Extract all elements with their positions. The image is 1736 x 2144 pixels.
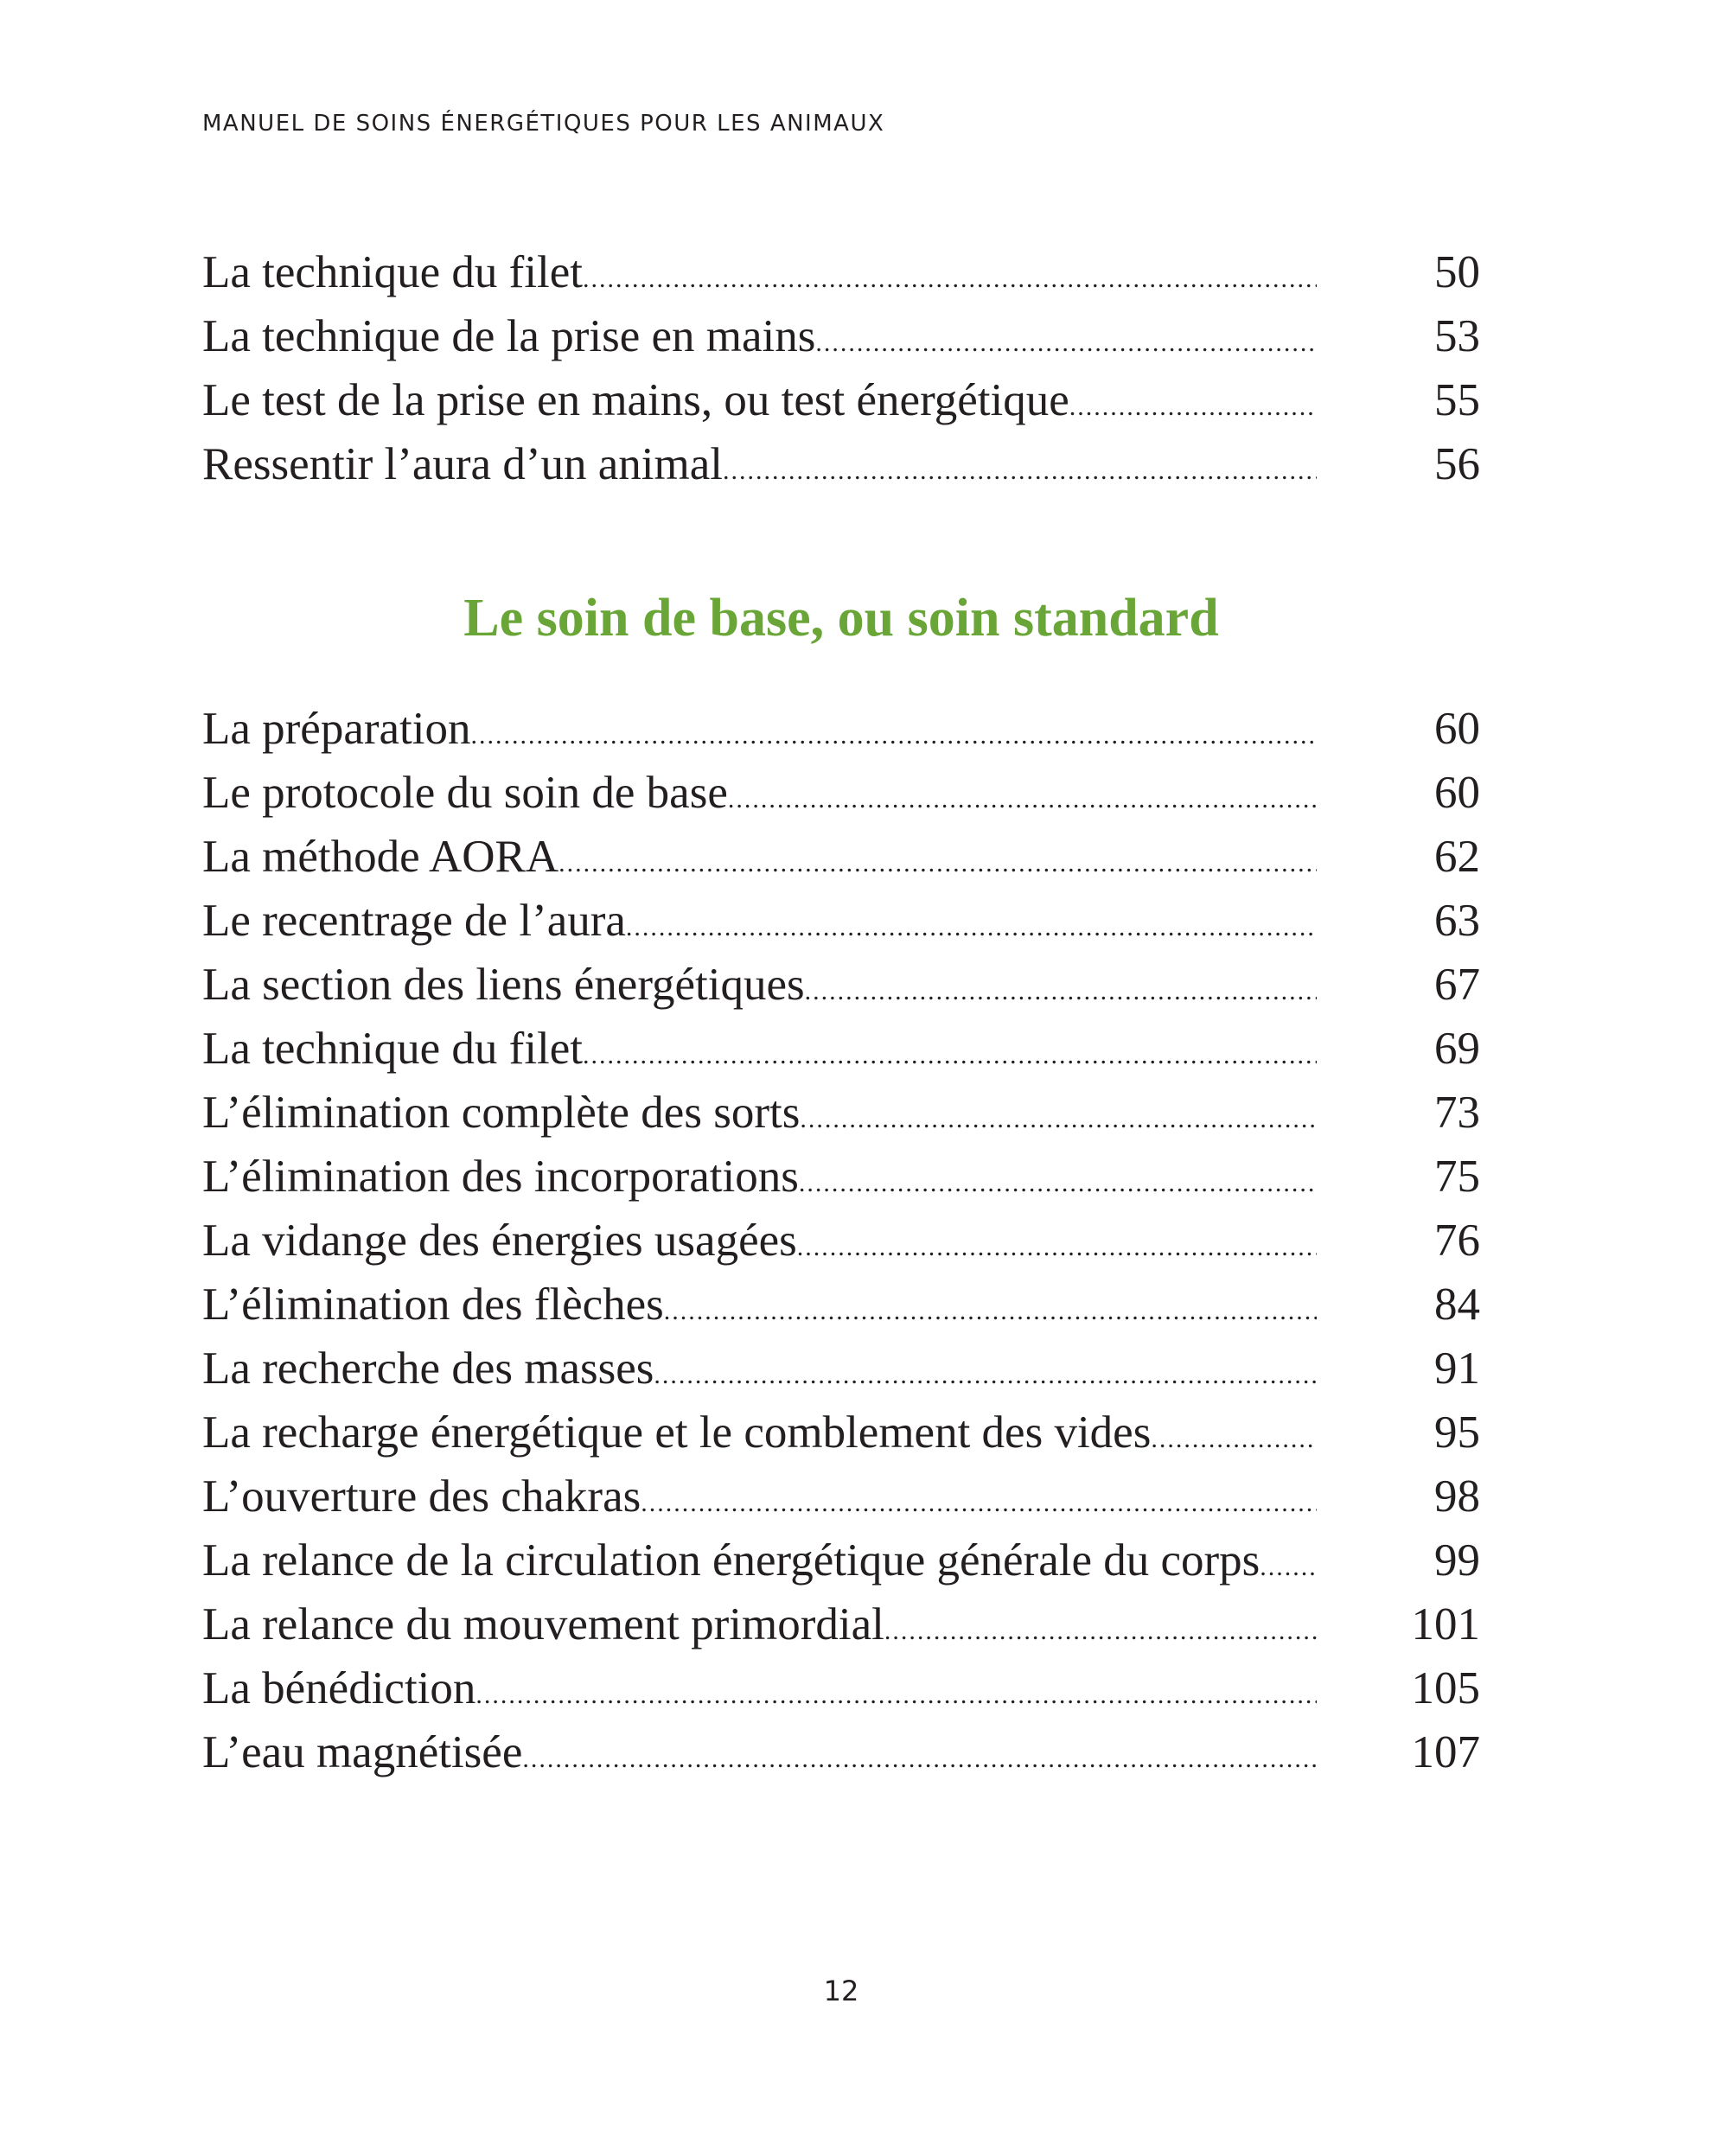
dot-leader	[583, 1024, 1317, 1088]
dot-leader	[583, 247, 1317, 311]
dot-leader	[884, 1599, 1317, 1663]
dot-leader	[626, 896, 1317, 960]
dot-leader	[664, 1279, 1317, 1343]
toc-entry-leader	[202, 1337, 1317, 1407]
toc-entry-page: 53	[1434, 311, 1480, 361]
toc-entry-page: 75	[1434, 1152, 1480, 1202]
toc-entry-page: 73	[1434, 1088, 1480, 1138]
toc-entry	[202, 1720, 1480, 1784]
toc-entry-leader	[202, 1464, 1317, 1535]
toc-entry	[202, 1528, 1480, 1592]
toc-entry-page: 99	[1434, 1535, 1480, 1586]
toc-entry	[202, 1401, 1480, 1464]
dot-leader	[1260, 1535, 1317, 1599]
toc-entry-leader	[202, 1273, 1317, 1343]
toc-entry-leader	[202, 825, 1317, 896]
toc-entry	[202, 1464, 1480, 1528]
dot-leader	[728, 768, 1317, 832]
toc-entry-page: 91	[1434, 1343, 1480, 1394]
toc-entry	[202, 761, 1480, 825]
toc-entry-title: L’élimination des flèches	[202, 1279, 664, 1330]
toc-entry	[202, 304, 1480, 368]
toc-entry-leader	[202, 1401, 1317, 1471]
toc-entry-leader	[202, 889, 1317, 960]
dot-leader	[797, 1216, 1317, 1279]
dot-leader	[475, 1663, 1317, 1727]
toc-entry-title: La relance de la circulation énergétique générale du corps	[202, 1535, 1261, 1586]
toc-entry	[202, 432, 1480, 496]
toc-entry-leader	[202, 1017, 1317, 1088]
toc-entry-page: 105	[1411, 1663, 1480, 1713]
toc-entry-leader	[202, 1720, 1317, 1791]
toc-entry-title: La recherche des masses	[202, 1343, 654, 1394]
toc-entry	[202, 368, 1480, 432]
toc-entry-leader	[202, 1145, 1317, 1216]
toc-entry-leader	[202, 697, 1317, 768]
toc-entry	[202, 1273, 1480, 1337]
toc-entry-title: La préparation	[202, 704, 471, 754]
toc-entry-leader	[202, 1209, 1317, 1279]
toc-entry-leader	[202, 240, 1317, 311]
toc-entry-page: 56	[1434, 439, 1480, 489]
toc-entry	[202, 825, 1480, 889]
toc-entry-page: 55	[1434, 375, 1480, 425]
toc-entry-page: 50	[1434, 247, 1480, 297]
dot-leader	[1151, 1407, 1317, 1471]
dot-leader	[799, 1152, 1317, 1216]
toc-entry-title: La technique du filet	[202, 1024, 584, 1074]
toc-list-top	[202, 240, 1480, 496]
toc-list-section	[202, 697, 1480, 1784]
toc-entry	[202, 697, 1480, 761]
toc-entry-leader	[202, 1081, 1317, 1152]
toc-entry	[202, 1081, 1480, 1145]
dot-leader	[1069, 375, 1317, 439]
running-header: MANUEL DE SOINS ÉNERGÉTIQUES POUR LES ANIMAUX	[202, 111, 885, 137]
toc-entry-leader	[202, 1656, 1317, 1727]
toc-entry-leader	[202, 761, 1317, 832]
toc-entry-leader	[202, 953, 1317, 1024]
toc-entry-page: 98	[1434, 1471, 1480, 1522]
toc-entry	[202, 889, 1480, 953]
page-number: 12	[823, 1975, 859, 2007]
toc-entry-title: La méthode AORA	[202, 832, 559, 882]
toc-entry-page: 76	[1434, 1216, 1480, 1266]
toc-entry	[202, 1337, 1480, 1401]
toc-entry-title: Le recentrage de l’aura	[202, 896, 626, 946]
toc-entry-page: 95	[1434, 1407, 1480, 1458]
toc-entry	[202, 1145, 1480, 1209]
toc-entry-title: La section des liens énergétiques	[202, 960, 805, 1010]
section-heading: Le soin de base, ou soin standard	[463, 589, 1219, 648]
dot-leader	[654, 1343, 1317, 1407]
toc-entry-title: La recharge énergétique et le comblement des vides	[202, 1407, 1152, 1458]
toc-entry	[202, 1656, 1480, 1720]
toc-entry-title: La vidange des énergies usagées	[202, 1216, 797, 1266]
dot-leader	[805, 960, 1317, 1024]
toc-entry	[202, 1592, 1480, 1656]
dot-leader	[800, 1088, 1317, 1152]
toc-entry-leader	[202, 1592, 1317, 1663]
toc-entry-page: 67	[1434, 960, 1480, 1010]
dot-leader	[558, 832, 1317, 896]
toc-entry-page: 84	[1434, 1279, 1480, 1330]
toc-entry-title: La bénédiction	[202, 1663, 476, 1713]
toc-entry	[202, 240, 1480, 304]
toc-entry-leader	[202, 304, 1317, 375]
dot-leader	[723, 439, 1317, 503]
dot-leader	[470, 704, 1317, 768]
toc-entry	[202, 953, 1480, 1017]
dot-leader	[641, 1471, 1317, 1535]
toc-entry-title: Le test de la prise en mains, ou test énergétique	[202, 375, 1069, 425]
toc-entry-page: 107	[1411, 1727, 1480, 1777]
toc-entry-leader	[202, 1528, 1317, 1599]
toc-entry-title: L’eau magnétisée	[202, 1727, 523, 1777]
toc-entry-title: La technique de la prise en mains	[202, 311, 816, 361]
toc-entry-page: 63	[1434, 896, 1480, 946]
toc-entry-page: 62	[1434, 832, 1480, 882]
toc-entry-title: L’élimination complète des sorts	[202, 1088, 801, 1138]
toc-entry-title: Ressentir l’aura d’un animal	[202, 439, 723, 489]
toc-entry-page: 60	[1434, 768, 1480, 818]
toc-entry-title: Le protocole du soin de base	[202, 768, 728, 818]
toc-entry-page: 60	[1434, 704, 1480, 754]
toc-entry-page: 101	[1411, 1599, 1480, 1649]
toc-entry-title: La relance du mouvement primordial	[202, 1599, 884, 1649]
toc-entry-title: L’élimination des incorporations	[202, 1152, 799, 1202]
dot-leader	[815, 311, 1317, 375]
toc-entry-title: L’ouverture des chakras	[202, 1471, 641, 1522]
toc-entry-leader	[202, 368, 1317, 439]
toc-entry-page: 69	[1434, 1024, 1480, 1074]
toc-entry	[202, 1209, 1480, 1273]
toc-entry-leader	[202, 432, 1317, 503]
dot-leader	[522, 1727, 1317, 1791]
toc-entry	[202, 1017, 1480, 1081]
toc-entry-title: La technique du filet	[202, 247, 584, 297]
